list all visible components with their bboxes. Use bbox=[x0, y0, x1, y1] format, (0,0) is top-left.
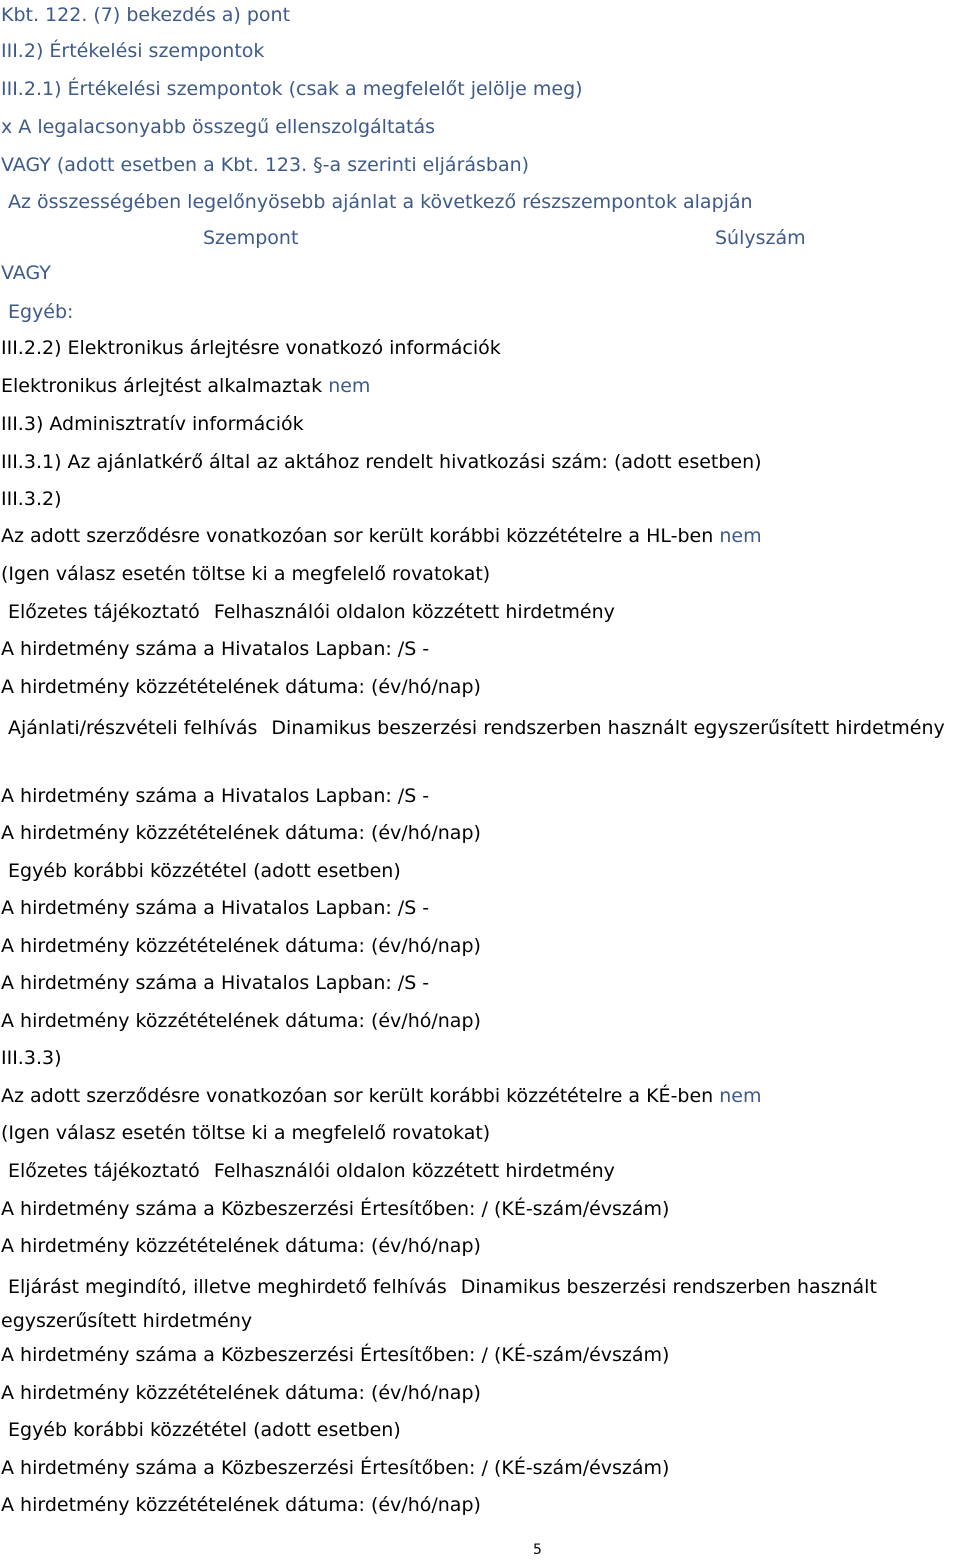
eauction-label: Elektronikus árlejtést alkalmaztak bbox=[1, 375, 323, 397]
ke-prior-info-line bbox=[8, 1158, 615, 1184]
hl-notice-date-2: A hirdetmény közzétételének dátuma: (év/hó/nap) bbox=[1, 822, 481, 844]
page-number: 5 bbox=[533, 1542, 542, 1558]
ke-question-line bbox=[1, 1083, 762, 1109]
or-adott-esetben: VAGY (adott esetben a Kbt. 123. §-a szerinti eljárásban) bbox=[1, 154, 530, 176]
hl-prior-info: Előzetes tájékoztató bbox=[8, 601, 200, 623]
hl-question-line bbox=[1, 523, 762, 549]
hl-notice-date-4: A hirdetmény közzétételének dátuma: (év/hó/nap) bbox=[1, 1010, 481, 1032]
hl-prior-info-line bbox=[8, 599, 615, 625]
hl-section-heading: III.3.2) bbox=[1, 488, 62, 510]
ke-notice-date-3: A hirdetmény közzétételének dátuma: (év/hó/nap) bbox=[1, 1494, 481, 1516]
eauction-line bbox=[1, 373, 370, 399]
lowest-price-label: A legalacsonyabb összegű ellenszolgáltatás bbox=[18, 116, 436, 138]
evaluation-subheading: III.2.1) Értékelési szempontok (csak a megfelelőt jelölje meg) bbox=[1, 78, 583, 100]
hl-notice-number-1: A hirdetmény száma a Hivatalos Lapban: /S - bbox=[1, 638, 430, 660]
hl-notice-number-4: A hirdetmény száma a Hivatalos Lapban: /S - bbox=[1, 972, 430, 994]
hl-buyer-profile: Felhasználói oldalon közzétett hirdetmény bbox=[213, 601, 615, 623]
hl-question: Az adott szerződésre vonatkozóan sor került korábbi közzétételre a HL-ben bbox=[1, 525, 714, 547]
criterion-column-header: Szempont bbox=[203, 227, 299, 249]
other-label: Egyéb: bbox=[8, 301, 74, 323]
hl-notice-number-2: A hirdetmény száma a Hivatalos Lapban: /S - bbox=[1, 785, 430, 807]
ke-notice-date-2: A hirdetmény közzétételének dátuma: (év/hó/nap) bbox=[1, 1382, 481, 1404]
eauction-value: nem bbox=[328, 375, 371, 397]
selection-mark: x bbox=[1, 116, 13, 138]
weight-column-header: Súlyszám bbox=[715, 227, 806, 249]
ke-section-heading: III.3.3) bbox=[1, 1047, 62, 1069]
hl-notice-number-3: A hirdetmény száma a Hivatalos Lapban: /S - bbox=[1, 897, 430, 919]
evaluation-heading: III.2) Értékelési szempontok bbox=[1, 40, 265, 62]
kbt-reference: Kbt. 122. (7) bekezdés a) pont bbox=[1, 4, 291, 26]
eauction-heading: III.2.2) Elektronikus árlejtésre vonatkozó információk bbox=[1, 337, 501, 359]
lowest-price-line bbox=[1, 114, 435, 140]
ke-notice-number-2: A hirdetmény száma a Közbeszerzési Értesítőben: / (KÉ-szám/évszám) bbox=[1, 1344, 670, 1366]
hl-call: Ajánlati/részvételi felhívás bbox=[8, 717, 258, 739]
ke-instruction: (Igen válasz esetén töltse ki a megfelelő rovatokat) bbox=[1, 1122, 491, 1144]
hl-notice-date-1: A hirdetmény közzétételének dátuma: (év/hó/nap) bbox=[1, 676, 481, 698]
ke-dps: Dinamikus beszerzési rendszerben használt egyszerűsített hirdetmény bbox=[1, 1276, 877, 1332]
hl-answer: nem bbox=[719, 525, 762, 547]
reference-number-line: III.3.1) Az ajánlatkérő által az aktához rendelt hivatkozási szám: (adott esetben) bbox=[1, 451, 762, 473]
hl-dps: Dinamikus beszerzési rendszerben használt egyszerűsített hirdetmény bbox=[271, 717, 945, 739]
ke-question: Az adott szerződésre vonatkozóan sor került korábbi közzétételre a KÉ-ben bbox=[1, 1085, 714, 1107]
hl-notice-date-3: A hirdetmény közzétételének dátuma: (év/hó/nap) bbox=[1, 935, 481, 957]
ke-call: Eljárást megindító, illetve meghirdető felhívás bbox=[8, 1276, 447, 1298]
or-line-2: VAGY bbox=[1, 262, 51, 284]
hl-call-line bbox=[1, 711, 951, 745]
ke-other-publication: Egyéb korábbi közzététel (adott esetben) bbox=[8, 1419, 401, 1441]
ke-notice-number-1: A hirdetmény száma a Közbeszerzési Értesítőben: / (KÉ-szám/évszám) bbox=[1, 1198, 670, 1220]
best-value-line: Az összességében legelőnyösebb ajánlat a következő részszempontok alapján bbox=[8, 191, 753, 213]
ke-answer: nem bbox=[719, 1085, 762, 1107]
hl-other-publication: Egyéb korábbi közzététel (adott esetben) bbox=[8, 860, 401, 882]
ke-notice-number-3: A hirdetmény száma a Közbeszerzési Értesítőben: / (KÉ-szám/évszám) bbox=[1, 1457, 670, 1479]
ke-prior-info: Előzetes tájékoztató bbox=[8, 1160, 200, 1182]
ke-notice-date-1: A hirdetmény közzétételének dátuma: (év/hó/nap) bbox=[1, 1235, 481, 1257]
ke-call-line bbox=[1, 1270, 959, 1338]
hl-instruction: (Igen válasz esetén töltse ki a megfelelő rovatokat) bbox=[1, 563, 491, 585]
admin-heading: III.3) Adminisztratív információk bbox=[1, 413, 304, 435]
ke-buyer-profile: Felhasználói oldalon közzétett hirdetmény bbox=[213, 1160, 615, 1182]
